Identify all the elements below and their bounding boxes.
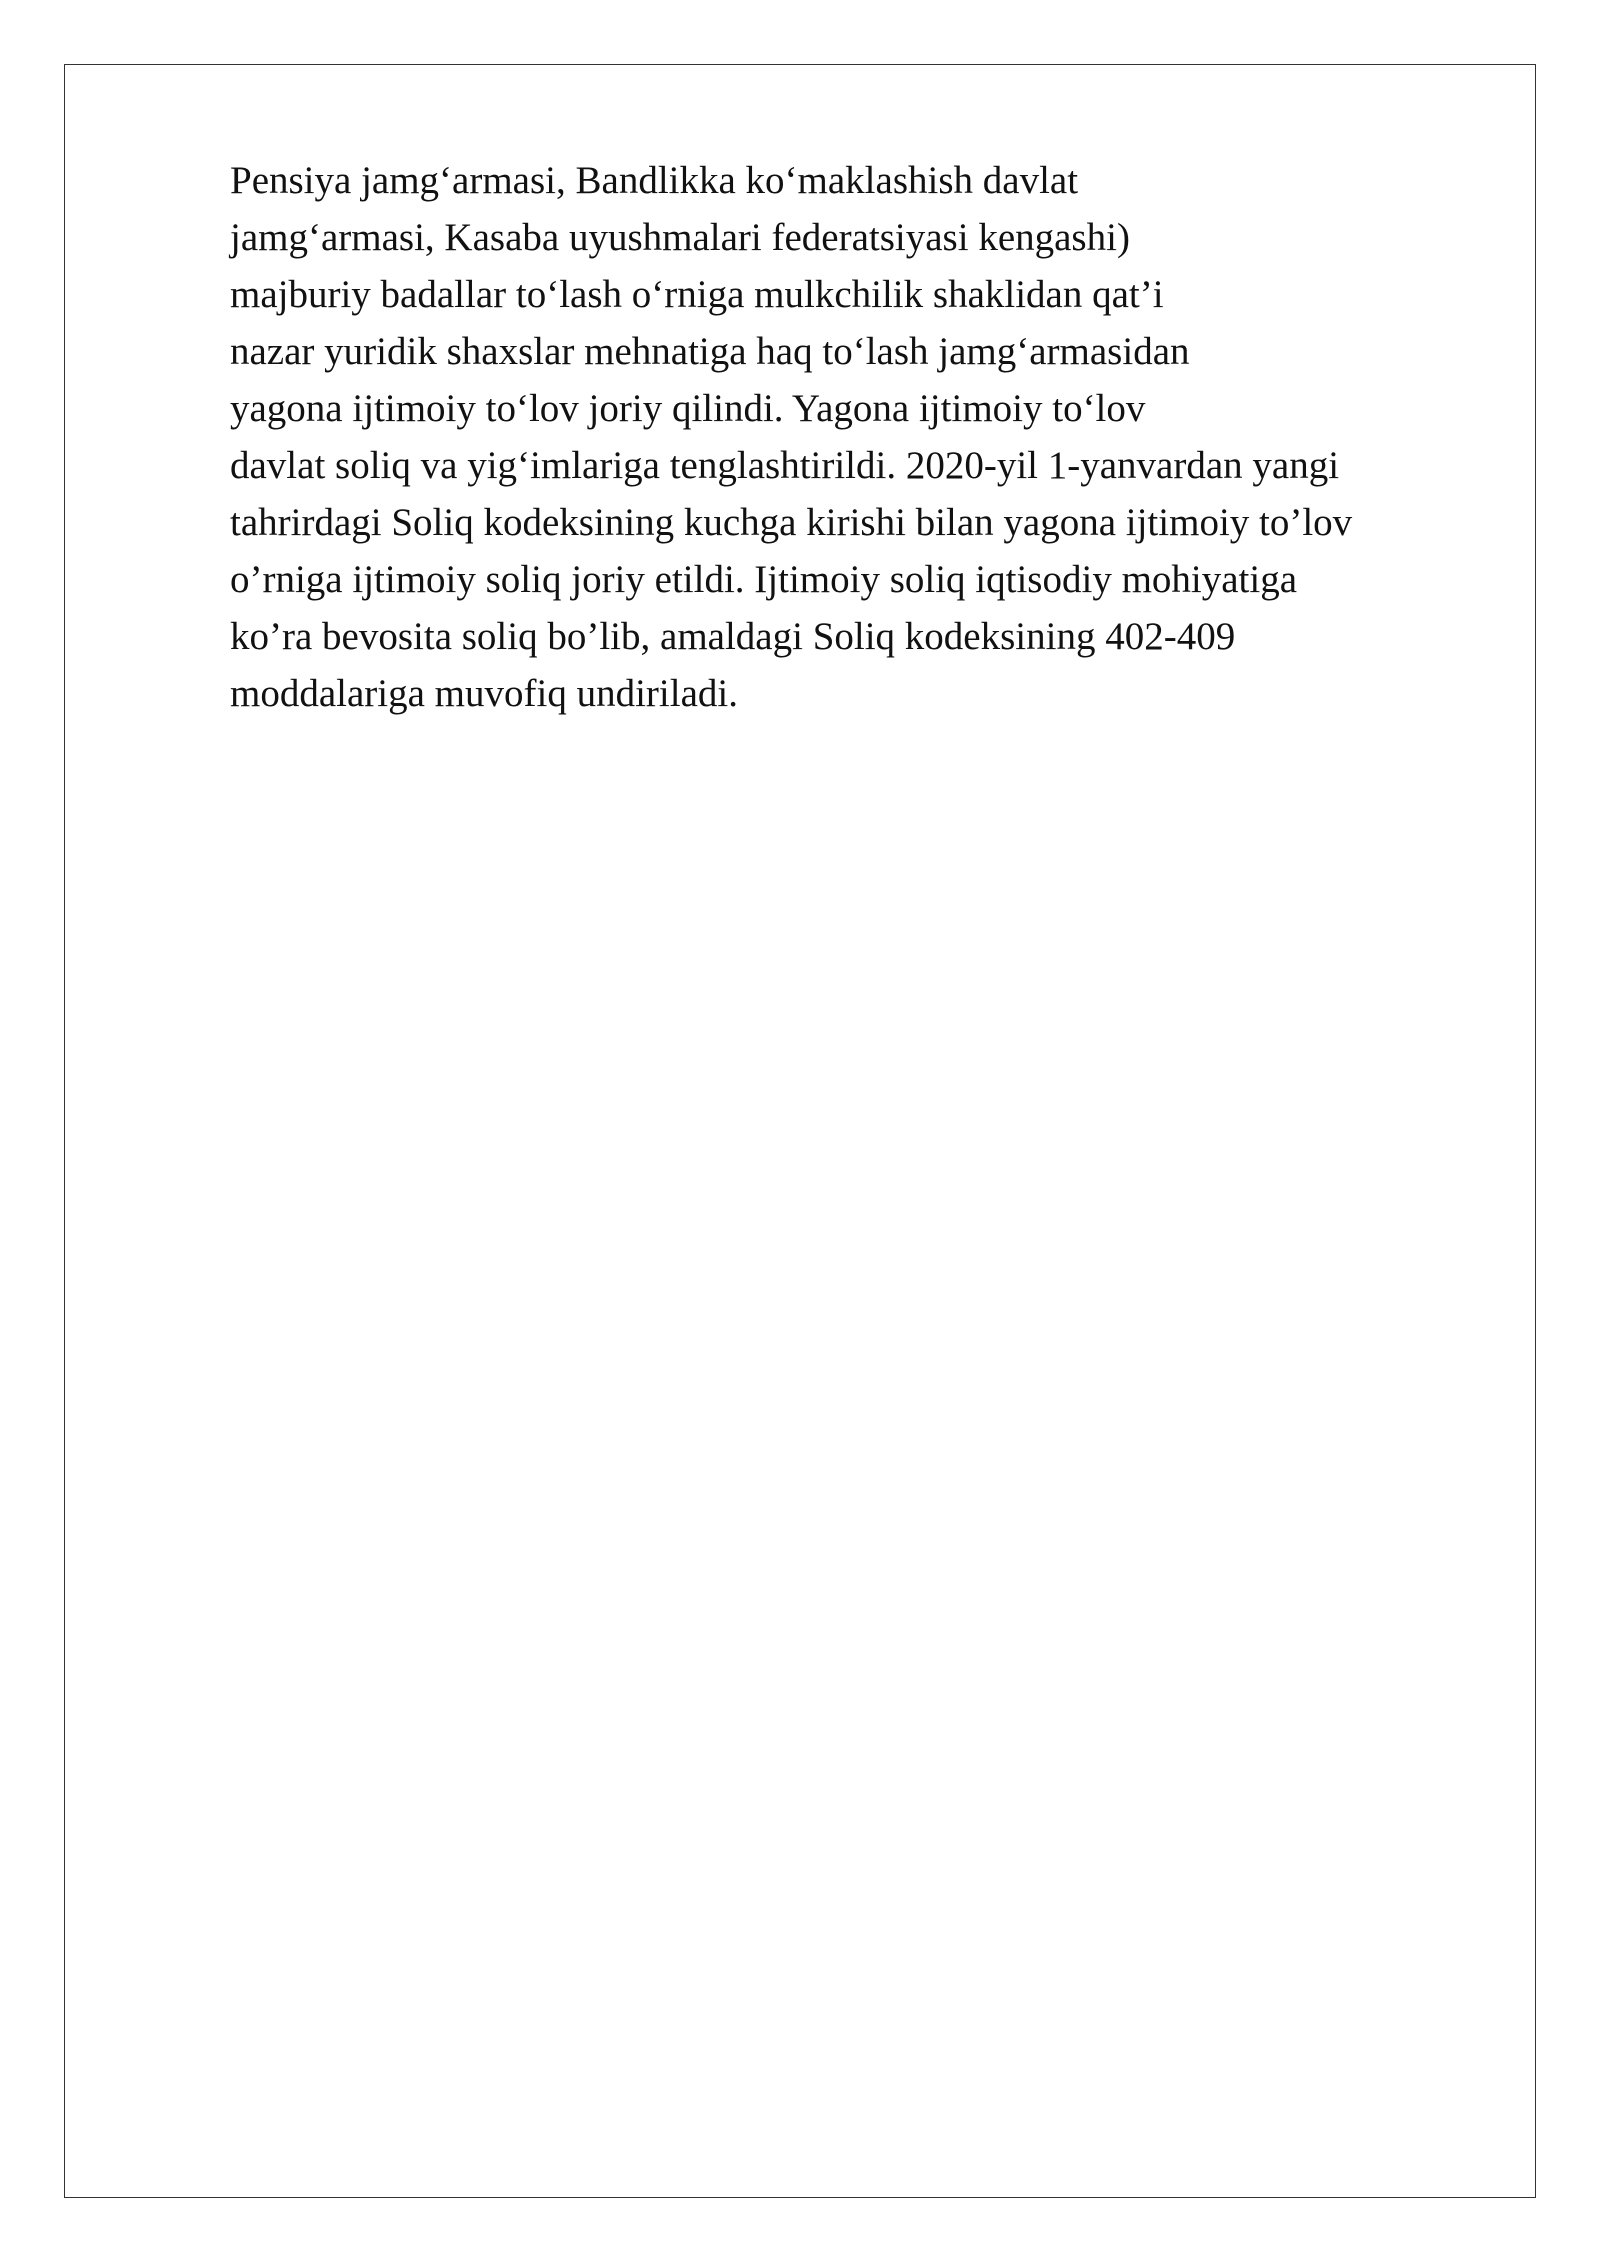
body-paragraph bbox=[230, 152, 1530, 722]
text-line: nazar yuridik shaxslar mehnatiga haq to‘lash jamg‘armasidan bbox=[230, 330, 1190, 373]
text-line: moddalariga muvofiq undiriladi. bbox=[230, 672, 738, 715]
text-line: o’rniga ijtimoiy soliq joriy etildi. Ijtimoiy soliq iqtisodiy mohiyatiga bbox=[230, 558, 1298, 601]
text-line: ko’ra bevosita soliq bo’lib, amaldagi Soliq kodeksining 402-409 bbox=[230, 615, 1236, 658]
text-line: yagona ijtimoiy to‘lov joriy qilindi. Yagona ijtimoiy to‘lov bbox=[230, 387, 1146, 430]
text-line: jamg‘armasi, Kasaba uyushmalari federatsiyasi kengashi) bbox=[230, 216, 1130, 259]
text-line: Pensiya jamg‘armasi, Bandlikka ko‘maklashish davlat bbox=[230, 159, 1079, 202]
text-line: davlat soliq va yig‘imlariga tenglashtirildi. 2020-yil 1-yanvardan yangi bbox=[230, 444, 1340, 487]
text-line: majburiy badallar to‘lash o‘rniga mulkchilik shaklidan qat’i bbox=[230, 273, 1164, 316]
text-line: tahrirdagi Soliq kodeksining kuchga kirishi bilan yagona ijtimoiy to’lov bbox=[230, 501, 1353, 544]
